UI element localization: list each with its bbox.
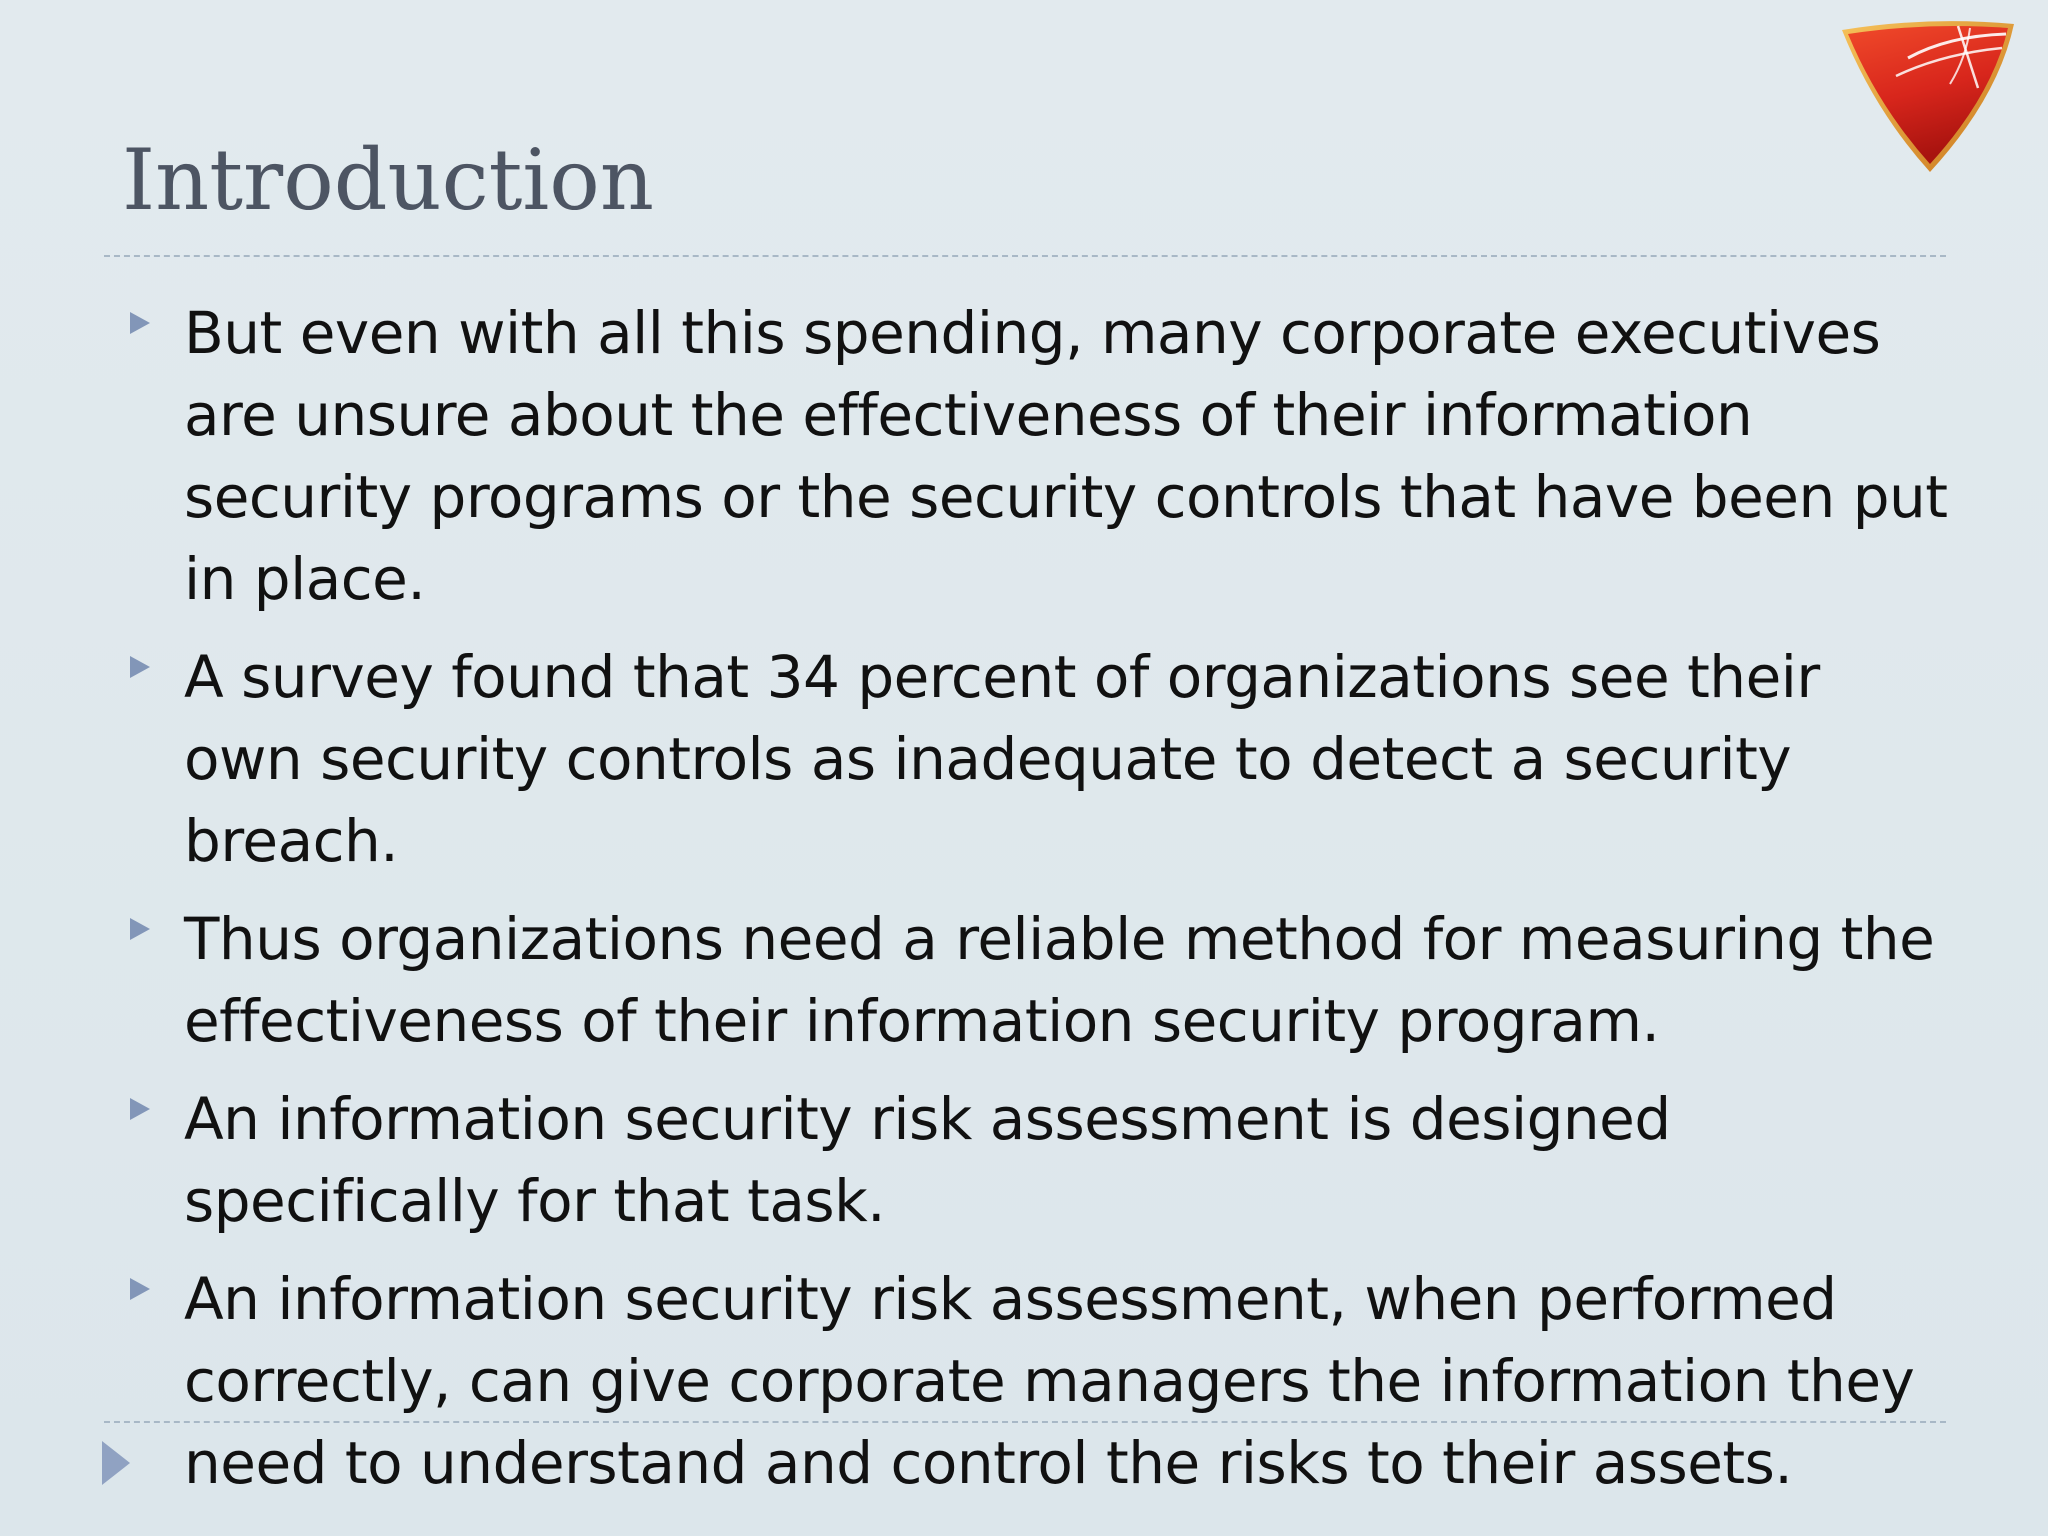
- title-divider: [104, 255, 1946, 257]
- triangle-right-icon: [130, 656, 150, 678]
- shield-logo-icon: [1838, 18, 2018, 178]
- triangle-right-icon: [130, 312, 150, 334]
- bullet-list: [124, 292, 1954, 1520]
- list-item: [124, 292, 1954, 620]
- triangle-right-icon: [130, 918, 150, 940]
- slide-title: Introduction: [122, 131, 654, 229]
- list-item: [124, 1258, 1954, 1504]
- bullet-text: An information security risk assessment, when performed correctly, can give corporate managers the information they need to understand and control the risks to their assets.: [184, 1265, 1915, 1497]
- bullet-text: A survey found that 34 percent of organizations see their own security controls as inadequate to detect a security breach.: [184, 643, 1820, 875]
- footer-divider: [104, 1421, 1946, 1423]
- triangle-right-icon: [130, 1278, 150, 1300]
- list-item: [124, 1078, 1954, 1242]
- list-item: [124, 898, 1954, 1062]
- triangle-right-icon: [130, 1098, 150, 1120]
- bullet-text: An information security risk assessment is designed specifically for that task.: [184, 1085, 1671, 1235]
- next-slide-icon[interactable]: [102, 1441, 130, 1485]
- bullet-text: Thus organizations need a reliable method for measuring the effectiveness of their information security program.: [184, 905, 1935, 1055]
- bullet-text: But even with all this spending, many corporate executives are unsure about the effectiveness of their information security programs or the security controls that have been put in place.: [184, 299, 1948, 613]
- list-item: [124, 636, 1954, 882]
